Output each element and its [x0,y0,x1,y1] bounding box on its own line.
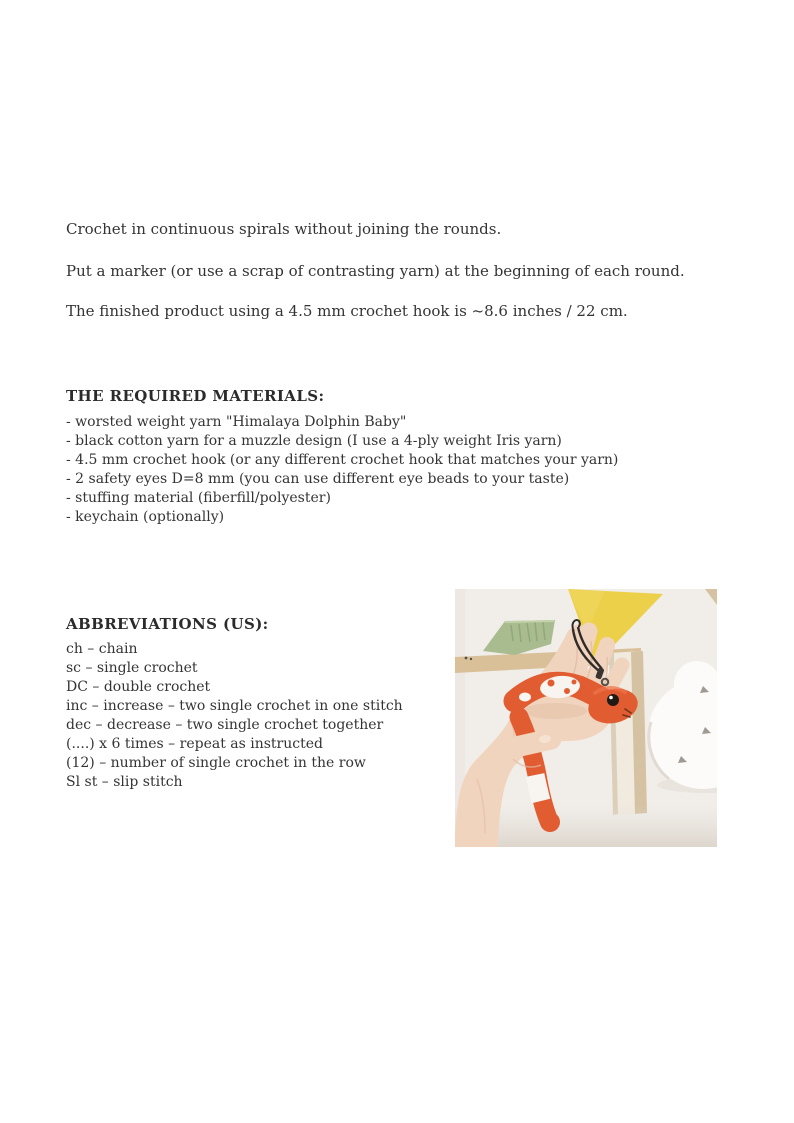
tail-white-stripe [535,775,541,801]
body-white-spot [519,693,531,702]
materials-heading: THE REQUIRED MATERIALS: [66,387,325,406]
material-item: - keychain (optionally) [66,509,225,525]
abbreviation-item: (12) – number of single crochet in the row [66,755,366,771]
product-photo [455,589,717,847]
material-item: - black cotton yarn for a muzzle design (I use a 4-ply weight Iris yarn) [66,433,562,449]
materials-list [66,413,618,527]
abbreviation-item: (....) x 6 times – repeat as instructed [66,736,323,752]
toy-shadow [523,703,587,719]
frame-tack-dot [470,658,472,660]
material-item: - worsted weight yarn "Himalaya Dolphin Baby" [66,414,407,430]
frame-tack-dot [465,657,468,660]
abbreviation-item: DC – double crochet [66,679,211,695]
eye-glint [609,696,613,700]
tail-tip [540,812,560,832]
abbreviation-item: Sl st – slip stitch [66,774,183,790]
safety-eye [607,694,619,706]
intro-paragraph: Put a marker (or use a scrap of contrasting yarn) at the beginning of each round. [66,262,685,280]
abbreviation-item: ch – chain [66,641,138,657]
green-flag-top-edge [505,621,554,622]
material-item: - 4.5 mm crochet hook (or any different crochet hook that matches your yarn) [66,452,619,468]
intro-paragraph: Crochet in continuous spirals without joining the rounds. [66,220,502,238]
abbreviations-list [66,640,403,792]
intro-paragraph: The finished product using a 4.5 mm crochet hook is ~8.6 inches / 22 cm. [66,302,628,320]
product-photo-illustration [455,589,717,847]
abbreviation-item: inc – increase – two single crochet in one stitch [66,698,403,714]
material-item: - 2 safety eyes D=8 mm (you can use different eye beads to your taste) [66,471,570,487]
abbreviation-item: sc – single crochet [66,660,198,676]
material-item: - stuffing material (fiberfill/polyester) [66,490,331,506]
abbreviation-item: dec – decrease – two single crochet together [66,717,384,733]
abbreviations-heading: ABBREVIATIONS (US): [66,615,269,634]
